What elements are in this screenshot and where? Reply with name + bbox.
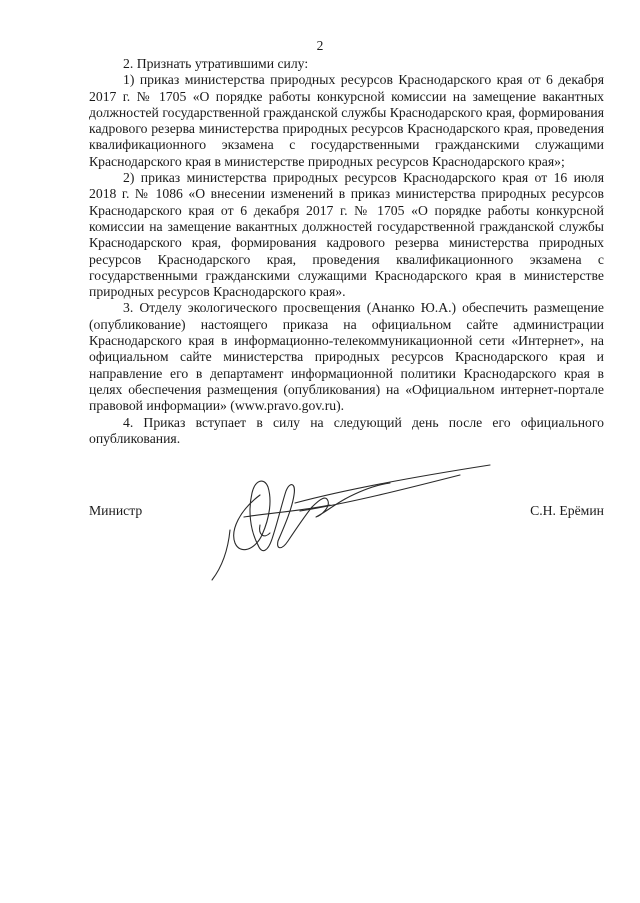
paragraph-revoked-order-1705: 1) приказ министерства природных ресурсов Краснодарского края от 6 декабря 2017 г. № 1705 «О порядке работы конкурсной комиссии на замещение вакантных должностей государственной гражданской службы Краснодарского края, формирования кадрового резерва министерства природных ресурсов Краснодарского края, проведения квалификационного экзамена с государственными гражданскими служащими Краснодарского края в министерстве природных ресурсов Краснодарского края»;	[89, 72, 604, 169]
signatory-title: Министр	[89, 503, 143, 518]
paragraph-publication-duty: 3. Отделу экологического просвещения (Ананко Ю.А.) обеспечить размещение (опубликование) настоящего приказа на официальном сайте администрации Краснодарского края в информационно-телекоммуникационной сети «Интернет», на официальном сайте министерства природных ресурсов Краснодарского края и направление его в департамент информационной политики Краснодарского края в целях обеспечения размещения (опубликования) на «Официальном интернет-портале правовой информации» (www.pravo.gov.ru).	[89, 300, 604, 414]
paragraph-revoked-order-1086: 2) приказ министерства природных ресурсов Краснодарского края от 16 июля 2018 г. № 1086 «О внесении изменений в приказ министерства природных ресурсов Краснодарского края от 6 декабря 2017 г. № 1705 «О порядке работы конкурсной комиссии на замещение вакантных должностей государственной гражданской службы Краснодарского края, формирования кадрового резерва министерства природных ресурсов Краснодарского края, проведения квалификационного экзамена с государственными гражданскими служащими Краснодарского края в министерстве природных ресурсов Краснодарского края».	[89, 170, 604, 300]
document-body	[89, 56, 604, 447]
paragraph-revocation-heading: 2. Признать утратившими силу:	[123, 56, 309, 71]
paragraph-entry-into-force: 4. Приказ вступает в силу на следующий день после его официального опубликования.	[89, 414, 604, 446]
handwritten-signature	[200, 455, 500, 585]
page-number: 2	[316, 38, 324, 53]
signatory-name: С.Н. Ерёмин	[530, 503, 604, 518]
